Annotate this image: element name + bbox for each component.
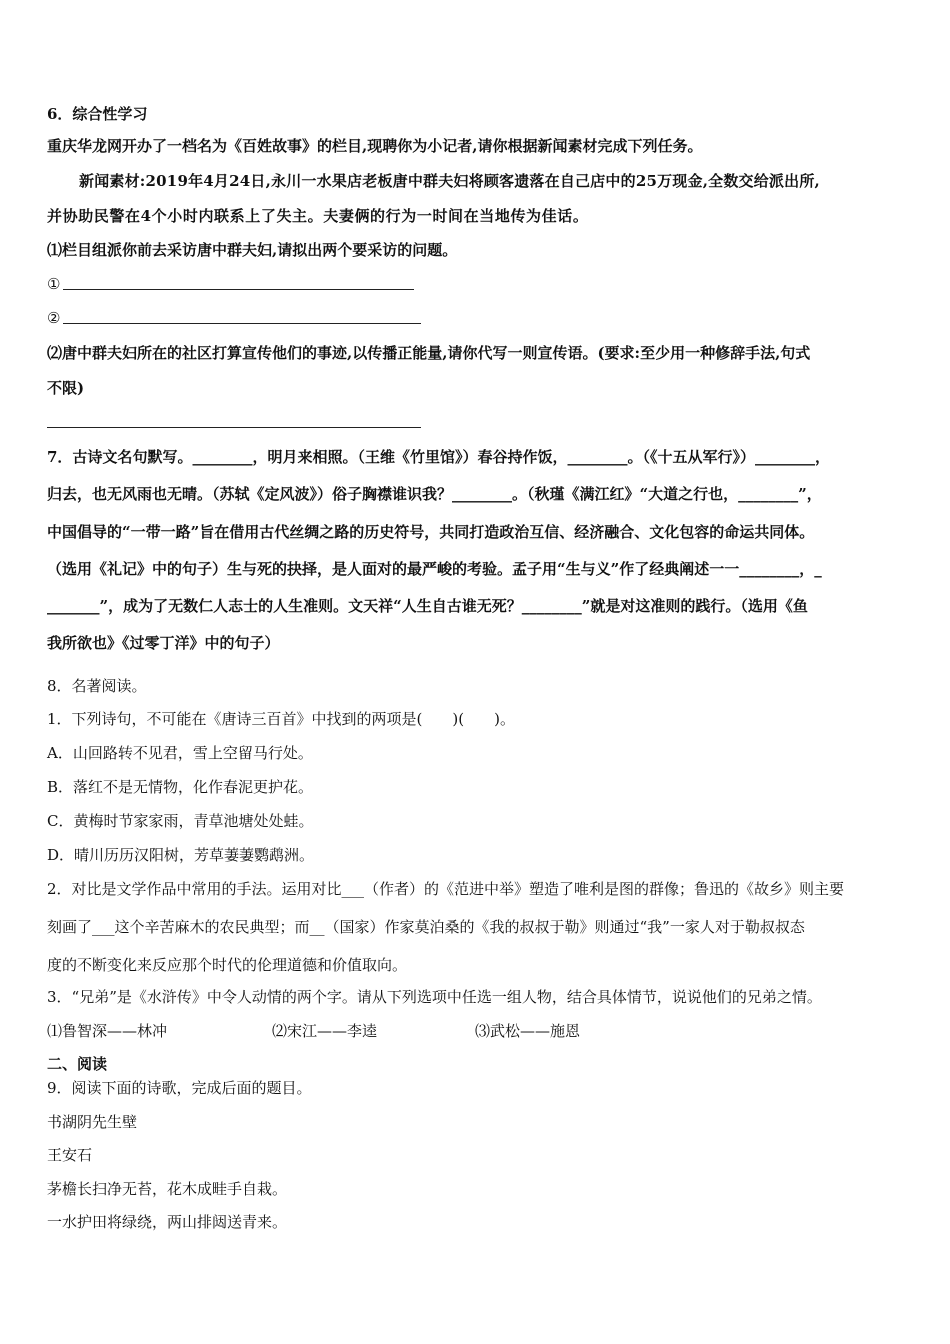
- answer-blank-1-mark: ①: [47, 275, 61, 293]
- q8-option-a: A．山回路转不见君，雪上空留马行处。: [47, 744, 313, 762]
- q8-sub-2-line-2: 刻画了___这个辛苦麻木的农民典型；而__（国家）作家莫泊桑的《我的叔叔于勒》则通过“我”一家人对于勒叔叔态: [47, 918, 805, 936]
- q7-line-4: （选用《礼记》中的句子）生与死的抉择，是人面对的最严峻的考验。孟子用“生与义”作了经典阐述一一________，_: [47, 560, 822, 578]
- poem-title: 书湖阴先生壁: [47, 1113, 138, 1131]
- q8-choice-3: ⑶武松——施恩: [475, 1022, 581, 1040]
- q7-line-6: 我所欲也》《过零丁洋》中的句子）: [47, 634, 280, 652]
- q6-task-1: ⑴栏目组派你前去采访唐中群夫妇,请拟出两个要采访的问题。: [47, 241, 458, 259]
- q9-prompt: 9．阅读下面的诗歌，完成后面的题目。: [47, 1079, 312, 1097]
- section-2-heading: 二、阅读: [47, 1055, 108, 1073]
- poem-line-2: 一水护田将绿绕，两山排闼送青来。: [47, 1213, 288, 1231]
- q6-task-2-line-2: 不限): [47, 379, 85, 397]
- answer-blank-1-line[interactable]: [63, 289, 414, 290]
- q8-sub-2-line-1: 2．对比是文学作品中常用的手法。运用对比___（作者）的《范进中举》塑造了唯利是图的群像；鲁迅的《故乡》则主要: [47, 880, 845, 898]
- q6-heading: 6．综合性学习: [47, 105, 148, 123]
- q7-line-5: _______”，成为了无数仁人志士的人生准则。文天祥“人生自古谁无死？________”就是对这准则的践行。（选用《鱼: [47, 597, 808, 615]
- q8-sub-2-line-3: 度的不断变化来反应那个时代的伦理道德和价值取向。: [47, 956, 408, 974]
- q6-intro: 重庆华龙网开办了一档名为《百姓故事》的栏目,现聘你为小记者,请你根据新闻素材完成下列任务。: [47, 137, 703, 155]
- q6-news-line-1: 新闻素材:2019年4月24日,永川一水果店老板唐中群夫妇将顾客遗落在自己店中的25万现金,全数交给派出所,: [79, 172, 820, 190]
- q8-option-d: D．晴川历历汉阳树，芳草萋萋鹦鹉洲。: [47, 846, 315, 864]
- q8-choice-1: ⑴鲁智深——林冲: [47, 1022, 168, 1040]
- q8-heading: 8．名著阅读。: [47, 677, 147, 695]
- q7-line-1: 7．古诗文名句默写。________，明月来相照。（王维《竹里馆》）春谷持作饭，________。（《十五从军行》）________，: [47, 448, 830, 466]
- q8-sub-3: 3．“兄弟”是《水浒传》中令人动情的两个字。请从下列选项中任选一组人物，结合具体情节，说说他们的兄弟之情。: [47, 988, 822, 1006]
- q7-line-2: 归去，也无风雨也无晴。（苏轼《定风波》）俗子胸襟谁识我？________。（秋瑾《满江红》“大道之行也，________”，: [47, 485, 822, 503]
- answer-blank-2-line[interactable]: [63, 323, 421, 324]
- q8-choice-2: ⑵宋江——李逵: [272, 1022, 378, 1040]
- q8-sub-1: 1．下列诗句，不可能在《唐诗三百首》中找到的两项是( )( )。: [47, 710, 515, 728]
- q6-news-line-2: 并协助民警在4个小时内联系上了失主。夫妻俩的行为一时间在当地传为佳话。: [47, 207, 589, 225]
- q6-task-2-line-1: ⑵唐中群夫妇所在的社区打算宣传他们的事迹,以传播正能量,请你代写一则宣传语。(要求:至少用一种修辞手法,句式: [47, 344, 811, 362]
- poem-line-1: 茅檐长扫净无苔，花木成畦手自栽。: [47, 1180, 288, 1198]
- q8-option-b: B．落红不是无情物，化作春泥更护花。: [47, 778, 314, 796]
- q7-line-3: 中国倡导的“一带一路”旨在借用古代丝绸之路的历史符号，共同打造政治互信、经济融合、文化包容的命运共同体。: [47, 523, 815, 541]
- answer-blank-3-line[interactable]: [47, 427, 421, 428]
- answer-blank-2-mark: ②: [47, 309, 61, 327]
- poem-author: 王安石: [47, 1146, 93, 1164]
- q8-option-c: C．黄梅时节家家雨，青草池塘处处蛙。: [47, 812, 314, 830]
